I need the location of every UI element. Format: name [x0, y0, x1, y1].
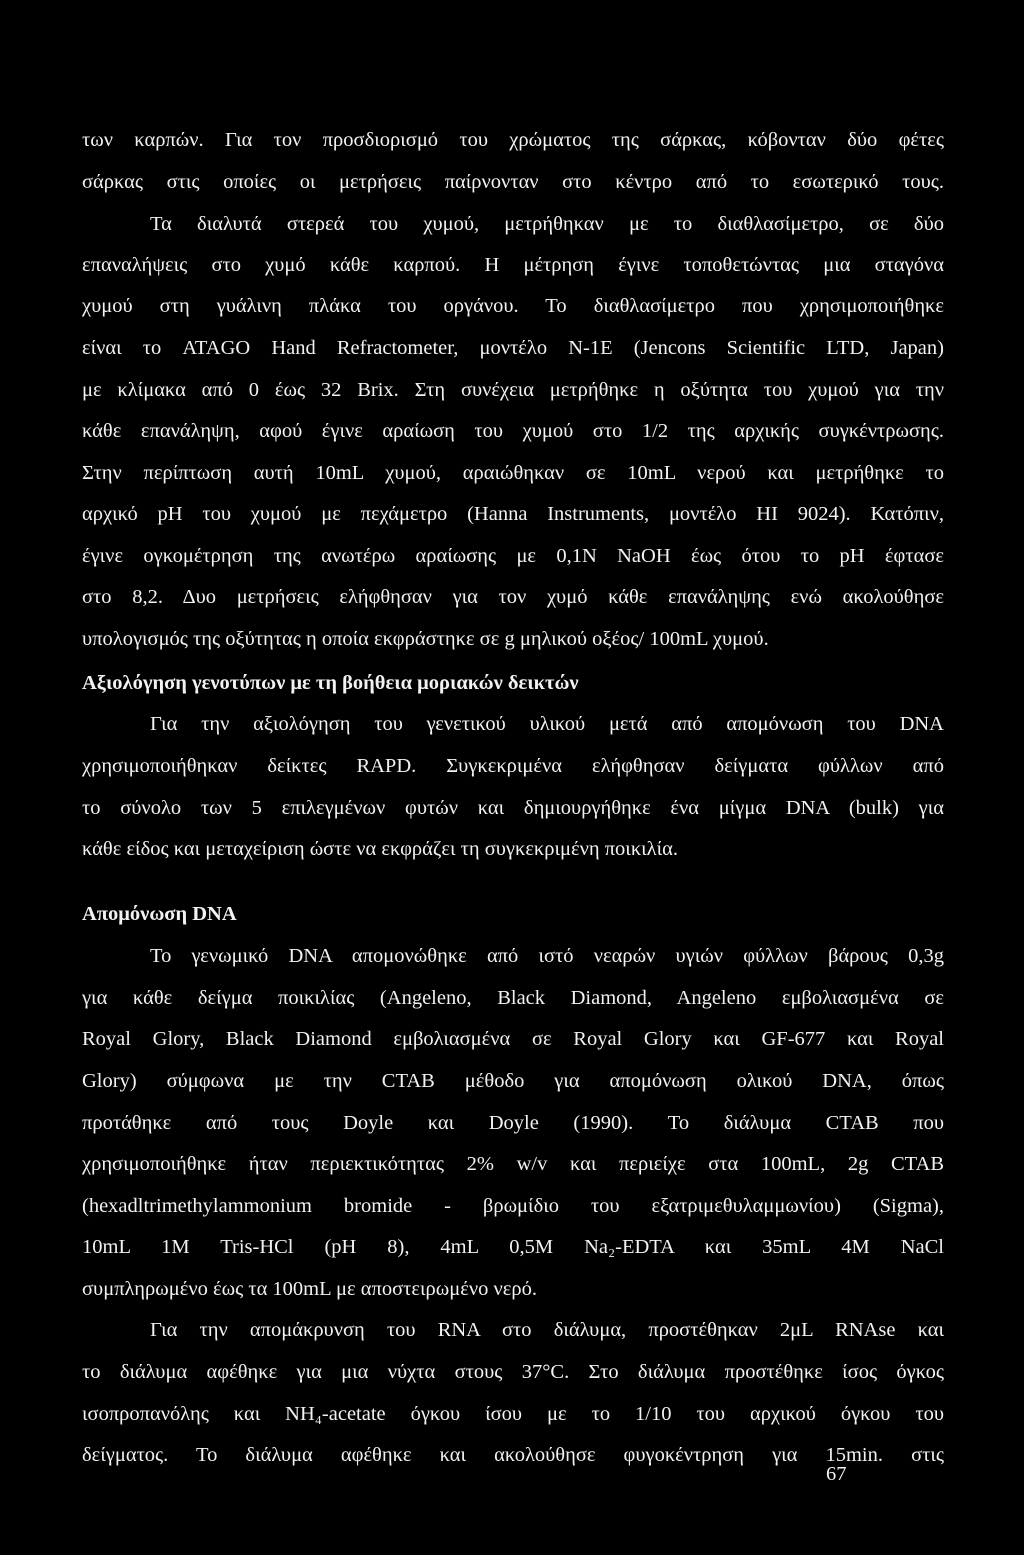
text-line: 10mL 1M Tris-HCl (pH 8), 4mL 0,5M Na₂-EDTA και 35mL 4M NaCl [82, 1236, 944, 1258]
text-line: των καρπών. Για τον προσδιορισμό του χρώματος της σάρκας, κόβονταν δύο φέτες [82, 129, 944, 151]
text-line: Στην περίπτωση αυτή 10mL χυμού, αραιώθηκαν σε 10mL νερού και μετρήθηκε το [82, 462, 944, 484]
text-line: για κάθε δείγμα ποικιλίας (Angeleno, Black Diamond, Angeleno εμβολιασμένα σε [82, 987, 944, 1009]
text-line: με κλίμακα από 0 έως 32 Brix. Στη συνέχεια μετρήθηκε η οξύτητα του χυμού για την [82, 379, 944, 401]
text-line: Το γενωμικό DNA απομονώθηκε από ιστό νεαρών υγιών φύλλων βάρους 0,3g [150, 945, 944, 967]
text-line: σάρκας στις οποίες οι μετρήσεις παίρνονταν στο κέντρο από το εσωτερικό τους. [82, 171, 944, 193]
text-line: (hexadltrimethylammonium bromide - βρωμίδιο του εξατριμεθυλαμμωνίου) (Sigma), [82, 1195, 944, 1217]
text-line: Glory) σύμφωνα με την CTAB μέθοδο για απομόνωση ολικού DNA, όπως [82, 1070, 944, 1092]
text-line: Για την απομάκρυνση του RNA στο διάλυμα, προστέθηκαν 2μL RNAse και [150, 1319, 944, 1341]
text-line: κάθε επανάληψη, αφού έγινε αραίωση του χυμού στο 1/2 της αρχικής συγκέντρωσης. [82, 420, 944, 442]
text-line: κάθε είδος και μεταχείριση ώστε να εκφράζει τη συγκεκριμένη ποικιλία. [82, 838, 678, 860]
text-line: επαναλήψεις στο χυμό κάθε καρπού. Η μέτρηση έγινε τοποθετώντας μια σταγόνα [82, 254, 944, 276]
text-line: συμπληρωμένο έως τα 100mL με αποστειρωμένο νερό. [82, 1278, 537, 1300]
text-line: έγινε ογκομέτρηση της ανωτέρω αραίωσης με 0,1N NaOH έως ότου το pH έφτασε [82, 545, 944, 567]
text-line: δείγματος. Το διάλυμα αφέθηκε και ακολούθησε φυγοκέντρηση για 15min. στις [82, 1444, 944, 1466]
text-line: προτάθηκε από τους Doyle και Doyle (1990). Το διάλυμα CTAB που [82, 1112, 944, 1134]
text-line: υπολογισμός της οξύτητας η οποία εκφράστηκε σε g μηλικού οξέος/ 100mL χυμού. [82, 628, 769, 650]
text-line: χρησιμοποιήθηκε ήταν περιεκτικότητας 2% w/v και περιείχε στα 100mL, 2g CTAB [82, 1153, 944, 1175]
text-line: χυμού στη γυάλινη πλάκα του οργάνου. Το διαθλασίμετρο που χρησιμοποιήθηκε [82, 295, 944, 317]
text-line: είναι το ATAGO Hand Refractometer, μοντέλο N-1E (Jencons Scientific LTD, Japan) [82, 337, 944, 359]
text-line: το διάλυμα αφέθηκε για μια νύχτα στους 37°C. Στο διάλυμα προστέθηκε ίσος όγκος [82, 1361, 944, 1383]
text-line: Royal Glory, Black Diamond εμβολιασμένα σε Royal Glory και GF-677 και Royal [82, 1028, 944, 1050]
section-heading: Αξιολόγηση γενοτύπων με τη βοήθεια μοριακών δεικτών [82, 672, 579, 694]
section-heading: Απομόνωση DNA [82, 903, 237, 925]
text-line: αρχικό pH του χυμού με πεχάμετρο (Hanna Instruments, μοντέλο HI 9024). Κατόπιν, [82, 503, 944, 525]
text-line: το σύνολο των 5 επιλεγμένων φυτών και δημιουργήθηκε ένα μίγμα DNA (bulk) για [82, 797, 944, 819]
text-line: ισοπροπανόλης και NH₄-acetate όγκου ίσου με το 1/10 του αρχικού όγκου του [82, 1403, 944, 1425]
text-line: Για την αξιολόγηση του γενετικού υλικού μετά από απομόνωση του DNA [150, 713, 944, 735]
page-number: 67 [826, 1463, 847, 1485]
text-line: Τα διαλυτά στερεά του χυμού, μετρήθηκαν με το διαθλασίμετρο, σε δύο [150, 213, 944, 235]
text-line: χρησιμοποιήθηκαν δείκτες RAPD. Συγκεκριμένα ελήφθησαν δείγματα φύλλων από [82, 755, 944, 777]
text-line: στο 8,2. Δυο μετρήσεις ελήφθησαν για τον χυμό κάθε επανάληψης ενώ ακολούθησε [82, 586, 944, 608]
